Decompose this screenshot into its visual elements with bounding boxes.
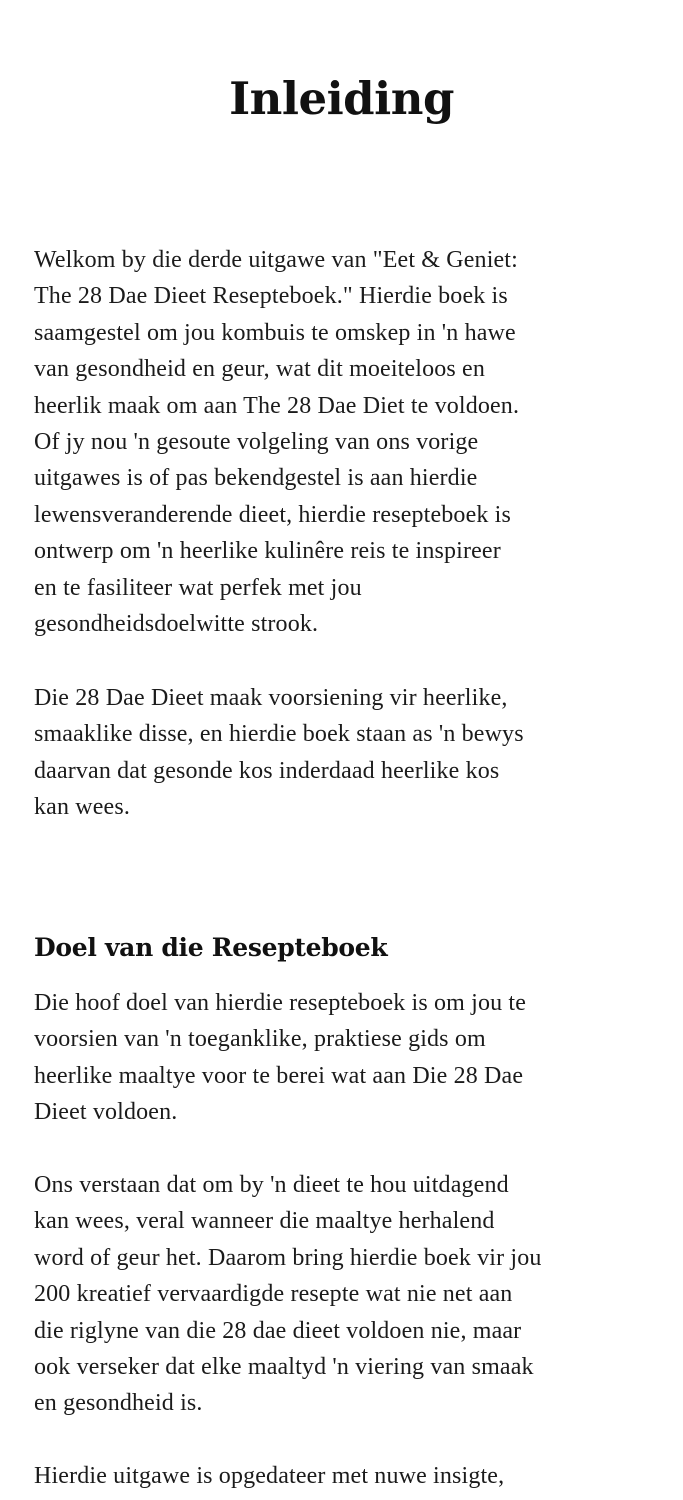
text-line: word of geur het. Daarom bring hierdie boek vir jou bbox=[34, 1244, 542, 1271]
text-line: die riglyne van die 28 dae dieet voldoen nie, maar bbox=[34, 1317, 522, 1344]
text-line: smaaklike disse, en hierdie boek staan as 'n bewys bbox=[34, 721, 524, 748]
text-line: heerlike maaltye voor te berei wat aan Die 28 Dae bbox=[34, 1062, 524, 1089]
text-line: van gesondheid en geur, wat dit moeiteloos en bbox=[34, 356, 486, 383]
purpose-paragraph-1 bbox=[34, 985, 526, 1131]
text-line: Of jy nou 'n gesoute volgeling van ons vorige bbox=[34, 429, 479, 456]
purpose-paragraph-2 bbox=[34, 1167, 542, 1422]
text-line: daarvan dat gesonde kos inderdaad heerlike kos bbox=[34, 757, 500, 784]
intro-paragraph-2 bbox=[34, 680, 524, 826]
text-line: en te fasiliteer wat perfek met jou bbox=[34, 574, 362, 601]
text-line: kan wees. bbox=[34, 794, 130, 821]
text-line: kan wees, veral wanneer die maaltye herhalend bbox=[34, 1208, 495, 1235]
text-line: uitgawes is of pas bekendgestel is aan hierdie bbox=[34, 465, 478, 492]
section-heading: Doel van die Resepteboek bbox=[34, 933, 388, 962]
text-line: Ons verstaan dat om by 'n dieet te hou uitdagend bbox=[34, 1172, 509, 1198]
text-line: Die 28 Dae Dieet maak voorsiening vir heerlike, bbox=[34, 685, 508, 711]
text-line: 200 kreatief vervaardigde resepte wat nie net aan bbox=[34, 1281, 513, 1308]
text-line: voorsien van 'n toeganklike, praktiese gids om bbox=[34, 1026, 486, 1053]
text-line: gesondheidsdoelwitte strook. bbox=[34, 611, 319, 638]
text-line: Dieet voldoen. bbox=[34, 1099, 178, 1126]
intro-paragraph-1 bbox=[34, 242, 519, 642]
text-line: ontwerp om 'n heerlike kulinêre reis te inspireer bbox=[34, 538, 501, 565]
chapter-title: Inleiding bbox=[229, 72, 454, 125]
text-line: The 28 Dae Dieet Resepteboek." Hierdie boek is bbox=[34, 283, 508, 310]
text-line: Welkom by die derde uitgawe van "Eet & Geniet: bbox=[34, 247, 518, 273]
text-line: heerlik maak om aan The 28 Dae Diet te voldoen. bbox=[34, 392, 520, 419]
text-line: saamgestel om jou kombuis te omskep in 'n hawe bbox=[34, 319, 516, 346]
text-line: Die hoof doel van hierdie resepteboek is om jou te bbox=[34, 990, 527, 1016]
text-line: ook verseker dat elke maaltyd 'n viering van smaak bbox=[34, 1354, 534, 1381]
purpose-paragraph-3 bbox=[34, 1458, 504, 1494]
text-line: en gesondheid is. bbox=[34, 1390, 203, 1417]
text-line: Hierdie uitgawe is opgedateer met nuwe insigte, bbox=[34, 1463, 505, 1489]
text-line: lewensveranderende dieet, hierdie resepteboek is bbox=[34, 501, 511, 528]
